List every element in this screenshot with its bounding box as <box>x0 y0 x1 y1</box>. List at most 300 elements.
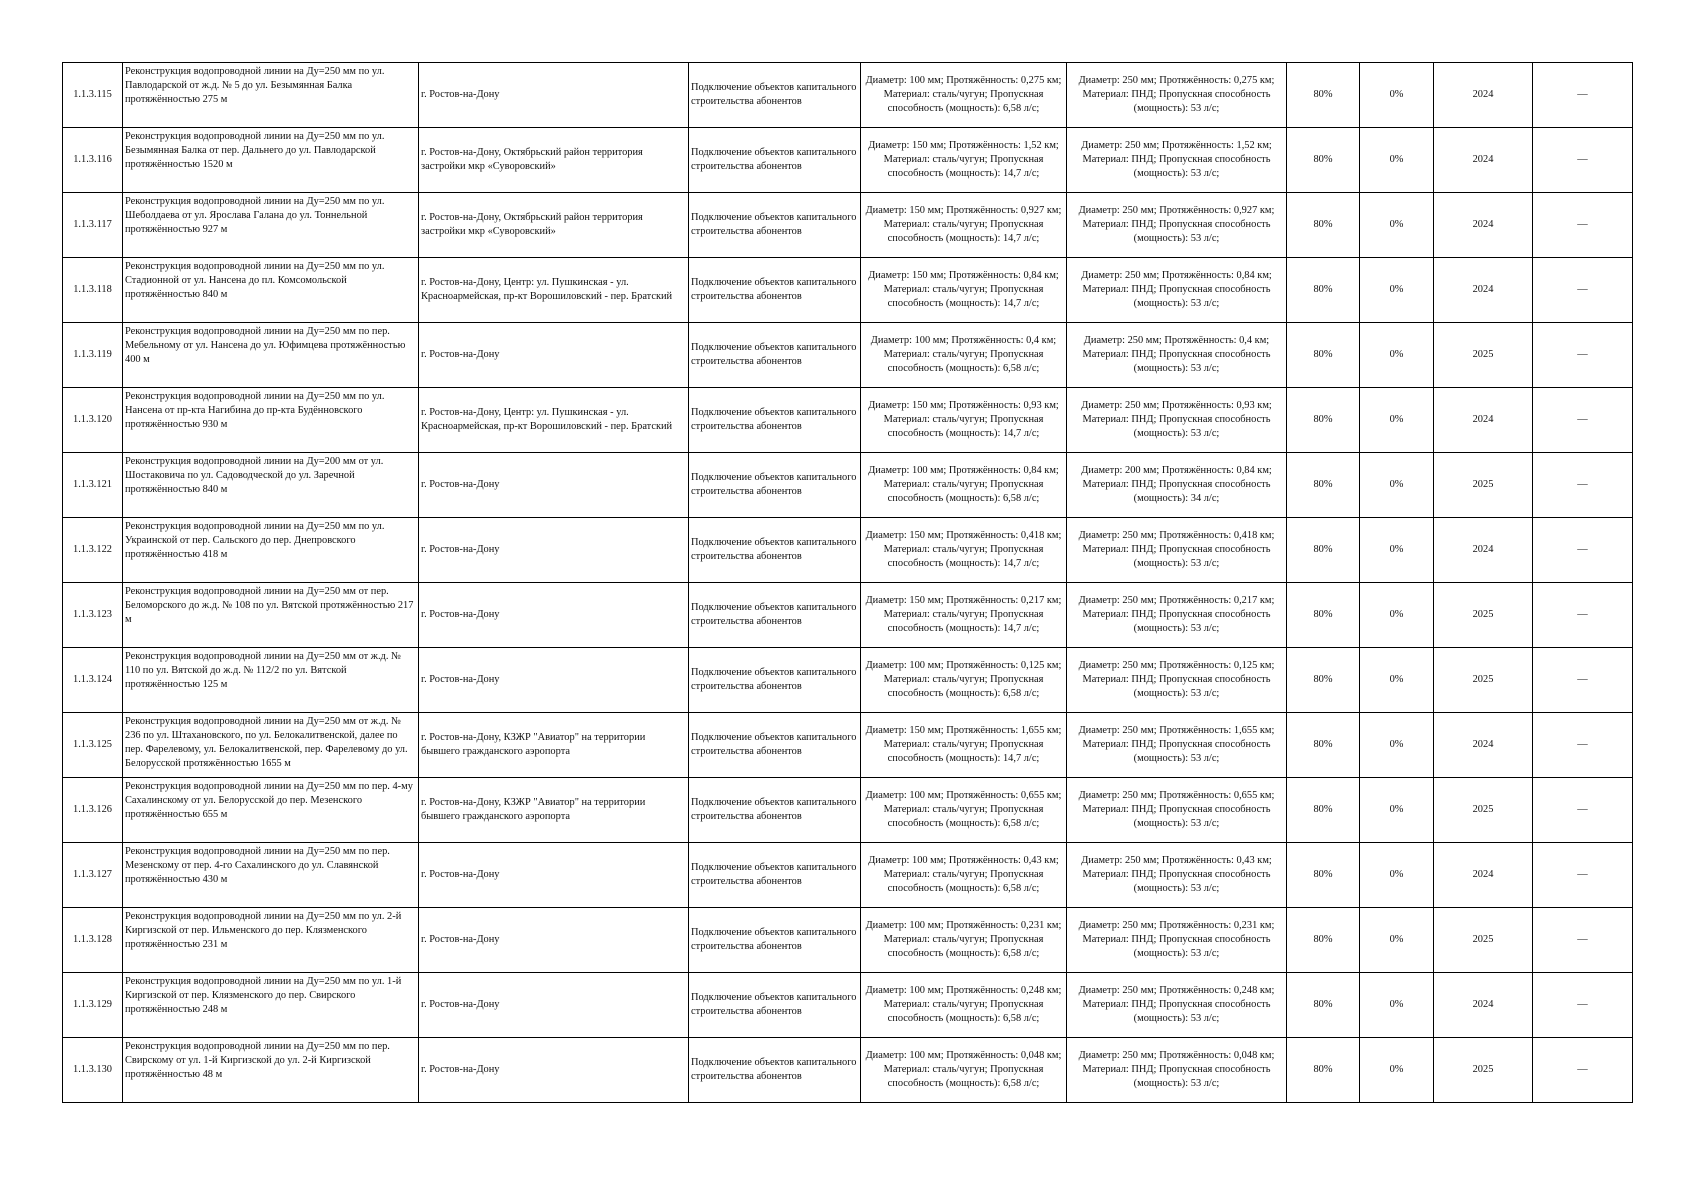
completion-year: 2024 <box>1472 869 1494 880</box>
project-name-cell <box>123 583 419 648</box>
current-parameters-cell <box>861 323 1067 388</box>
current-parameters-cell <box>861 63 1067 128</box>
project-goal: Подключение объектов капитального строительства абонентов <box>691 537 857 562</box>
planned-parameters-cell <box>1067 128 1287 193</box>
current-parameters: Диаметр: 150 мм; Протяжённость: 0,418 км; Материал: сталь/чугун; Пропускная способность (мощность): 14,7 л/с; <box>865 530 1062 569</box>
project-goal-cell <box>689 453 861 518</box>
wear-percent-cell <box>1287 648 1360 713</box>
project-name: Реконструкция водопроводной линии на Ду=250 мм от ж.д. № 236 по ул. Штахановского, по ул. Белокалитвенской, далее по пер. Фарелевому, ул. Белокалитвенской, пер. Фарелевому до ул. Белорусской протяжённостью 1655 м <box>125 716 408 769</box>
loss-percent: 0% <box>1389 739 1404 750</box>
row-number: 1.1.3.128 <box>73 934 112 945</box>
wear-percent-cell <box>1287 193 1360 258</box>
project-goal: Подключение объектов капитального строительства абонентов <box>691 667 857 692</box>
planned-parameters-cell <box>1067 648 1287 713</box>
project-location: г. Ростов-на-Дону, Центр: ул. Пушкинская - ул. Красноармейская, пр-кт Ворошиловский - пер. Братский <box>421 407 673 432</box>
project-goal: Подключение объектов капитального строительства абонентов <box>691 927 857 952</box>
project-name: Реконструкция водопроводной линии на Ду=250 мм по ул. 1-й Киргизской от пер. Клязменского до пер. Свирского протяжённостью 248 м <box>125 976 402 1015</box>
row-number-cell <box>63 323 123 388</box>
row-number: 1.1.3.125 <box>73 739 112 750</box>
note-cell <box>1533 388 1633 453</box>
planned-parameters-cell <box>1067 453 1287 518</box>
planned-parameters-cell <box>1067 778 1287 843</box>
note-cell <box>1533 648 1633 713</box>
loss-percent-cell <box>1360 453 1434 518</box>
project-goal: Подключение объектов капитального строительства абонентов <box>691 732 857 757</box>
wear-percent-cell <box>1287 843 1360 908</box>
current-parameters-cell <box>861 973 1067 1038</box>
completion-year-cell <box>1434 778 1533 843</box>
row-number-cell <box>63 778 123 843</box>
wear-percent: 80% <box>1313 609 1333 620</box>
loss-percent: 0% <box>1389 349 1404 360</box>
loss-percent-cell <box>1360 713 1434 778</box>
loss-percent: 0% <box>1389 89 1404 100</box>
project-name: Реконструкция водопроводной линии на Ду=250 мм по ул. 2-й Киргизской от пер. Ильменского до пер. Клязменского протяжённостью 231 м <box>125 911 402 950</box>
current-parameters: Диаметр: 100 мм; Протяжённость: 0,048 км; Материал: сталь/чугун; Пропускная способность (мощность): 6,58 л/с; <box>865 1050 1062 1089</box>
planned-parameters: Диаметр: 250 мм; Протяжённость: 0,048 км; Материал: ПНД; Пропускная способность (мощность): 53 л/с; <box>1078 1050 1275 1089</box>
project-location: г. Ростов-на-Дону, Октябрьский район территория застройки мкр «Суворовский» <box>421 147 643 172</box>
project-name-cell <box>123 388 419 453</box>
completion-year: 2024 <box>1472 154 1494 165</box>
project-location-cell <box>419 973 689 1038</box>
current-parameters: Диаметр: 100 мм; Протяжённость: 0,84 км; Материал: сталь/чугун; Пропускная способность (мощность): 6,58 л/с; <box>868 465 1059 504</box>
project-location-cell <box>419 193 689 258</box>
current-parameters-cell <box>861 908 1067 973</box>
current-parameters-cell <box>861 648 1067 713</box>
wear-percent: 80% <box>1313 1064 1333 1075</box>
loss-percent-cell <box>1360 388 1434 453</box>
project-goal: Подключение объектов капитального строительства абонентов <box>691 862 857 887</box>
loss-percent-cell <box>1360 843 1434 908</box>
project-location: г. Ростов-на-Дону <box>421 609 500 620</box>
project-name-cell <box>123 713 419 778</box>
planned-parameters-cell <box>1067 323 1287 388</box>
wear-percent: 80% <box>1313 219 1333 230</box>
note: — <box>1577 804 1588 815</box>
loss-percent-cell <box>1360 128 1434 193</box>
project-location: г. Ростов-на-Дону <box>421 934 500 945</box>
current-parameters-cell <box>861 1038 1067 1103</box>
project-goal-cell <box>689 778 861 843</box>
row-number-cell <box>63 1038 123 1103</box>
loss-percent: 0% <box>1389 609 1404 620</box>
table-row <box>63 713 1633 778</box>
table-row <box>63 323 1633 388</box>
row-number: 1.1.3.130 <box>73 1064 112 1075</box>
loss-percent: 0% <box>1389 934 1404 945</box>
planned-parameters-cell <box>1067 193 1287 258</box>
project-name: Реконструкция водопроводной линии на Ду=250 мм по ул. Нансена от пр-кта Нагибина до пр-кта Будённовского протяжённостью 930 м <box>125 391 385 430</box>
completion-year: 2025 <box>1472 674 1494 685</box>
row-number: 1.1.3.119 <box>73 349 112 360</box>
note: — <box>1577 609 1588 620</box>
note-cell <box>1533 63 1633 128</box>
note-cell <box>1533 713 1633 778</box>
current-parameters: Диаметр: 100 мм; Протяжённость: 0,125 км; Материал: сталь/чугун; Пропускная способность (мощность): 6,58 л/с; <box>865 660 1062 699</box>
project-name: Реконструкция водопроводной линии на Ду=250 мм по пер. Мебельному от ул. Нансена до ул. Юфимцева протяжённостью 400 м <box>125 326 406 365</box>
table-row <box>63 388 1633 453</box>
row-number-cell <box>63 843 123 908</box>
completion-year: 2025 <box>1472 1064 1494 1075</box>
project-location-cell <box>419 518 689 583</box>
project-goal: Подключение объектов капитального строительства абонентов <box>691 342 857 367</box>
planned-parameters-cell <box>1067 908 1287 973</box>
note: — <box>1577 154 1588 165</box>
completion-year-cell <box>1434 713 1533 778</box>
project-location-cell <box>419 583 689 648</box>
project-goal: Подключение объектов капитального строительства абонентов <box>691 407 857 432</box>
project-location: г. Ростов-на-Дону, КЗЖР "Авиатор" на территории бывшего гражданского аэропорта <box>421 732 646 757</box>
loss-percent-cell <box>1360 648 1434 713</box>
row-number: 1.1.3.129 <box>73 999 112 1010</box>
completion-year-cell <box>1434 648 1533 713</box>
note-cell <box>1533 258 1633 323</box>
table-row <box>63 518 1633 583</box>
loss-percent-cell <box>1360 323 1434 388</box>
wear-percent-cell <box>1287 908 1360 973</box>
project-location-cell <box>419 63 689 128</box>
wear-percent: 80% <box>1313 674 1333 685</box>
project-goal-cell <box>689 323 861 388</box>
completion-year: 2024 <box>1472 284 1494 295</box>
note: — <box>1577 739 1588 750</box>
completion-year-cell <box>1434 583 1533 648</box>
note: — <box>1577 1064 1588 1075</box>
loss-percent-cell <box>1360 193 1434 258</box>
project-goal: Подключение объектов капитального строительства абонентов <box>691 82 857 107</box>
current-parameters-cell <box>861 453 1067 518</box>
project-name-cell <box>123 778 419 843</box>
note: — <box>1577 284 1588 295</box>
current-parameters-cell <box>861 128 1067 193</box>
planned-parameters-cell <box>1067 843 1287 908</box>
project-location-cell <box>419 843 689 908</box>
project-name: Реконструкция водопроводной линии на Ду=250 мм по ул. Безымянная Балка от пер. Дальнего до ул. Павлодарской протяжённостью 1520 м <box>125 131 385 170</box>
project-goal-cell <box>689 1038 861 1103</box>
project-location-cell <box>419 323 689 388</box>
project-name-cell <box>123 648 419 713</box>
loss-percent-cell <box>1360 908 1434 973</box>
wear-percent: 80% <box>1313 284 1333 295</box>
completion-year-cell <box>1434 323 1533 388</box>
planned-parameters: Диаметр: 250 мм; Протяжённость: 0,4 км; Материал: ПНД; Пропускная способность (мощность): 53 л/с; <box>1082 335 1271 374</box>
completion-year-cell <box>1434 388 1533 453</box>
planned-parameters: Диаметр: 250 мм; Протяжённость: 0,93 км; Материал: ПНД; Пропускная способность (мощность): 53 л/с; <box>1081 400 1272 439</box>
row-number: 1.1.3.126 <box>73 804 112 815</box>
project-goal: Подключение объектов капитального строительства абонентов <box>691 472 857 497</box>
note-cell <box>1533 843 1633 908</box>
current-parameters: Диаметр: 100 мм; Протяжённость: 0,43 км; Материал: сталь/чугун; Пропускная способность (мощность): 6,58 л/с; <box>868 855 1059 894</box>
project-location: г. Ростов-на-Дону <box>421 479 500 490</box>
table-row <box>63 193 1633 258</box>
completion-year: 2025 <box>1472 609 1494 620</box>
project-name: Реконструкция водопроводной линии на Ду=250 мм по ул. Шеболдаева от ул. Ярослава Галана до ул. Тоннельной протяжённостью 927 м <box>125 196 385 235</box>
wear-percent-cell <box>1287 453 1360 518</box>
current-parameters-cell <box>861 518 1067 583</box>
planned-parameters: Диаметр: 250 мм; Протяжённость: 0,248 км; Материал: ПНД; Пропускная способность (мощность): 53 л/с; <box>1078 985 1275 1024</box>
wear-percent: 80% <box>1313 804 1333 815</box>
note: — <box>1577 349 1588 360</box>
project-location: г. Ростов-на-Дону <box>421 869 500 880</box>
note-cell <box>1533 583 1633 648</box>
row-number-cell <box>63 193 123 258</box>
wear-percent: 80% <box>1313 349 1333 360</box>
loss-percent: 0% <box>1389 999 1404 1010</box>
current-parameters-cell <box>861 583 1067 648</box>
note: — <box>1577 89 1588 100</box>
completion-year-cell <box>1434 453 1533 518</box>
project-location: г. Ростов-на-Дону <box>421 1064 500 1075</box>
row-number: 1.1.3.115 <box>73 89 112 100</box>
current-parameters: Диаметр: 100 мм; Протяжённость: 0,275 км; Материал: сталь/чугун; Пропускная способность (мощность): 6,58 л/с; <box>865 75 1062 114</box>
table-row <box>63 973 1633 1038</box>
project-goal: Подключение объектов капитального строительства абонентов <box>691 1057 857 1082</box>
planned-parameters: Диаметр: 250 мм; Протяжённость: 0,217 км; Материал: ПНД; Пропускная способность (мощность): 53 л/с; <box>1078 595 1275 634</box>
current-parameters: Диаметр: 100 мм; Протяжённость: 0,655 км; Материал: сталь/чугун; Пропускная способность (мощность): 6,58 л/с; <box>865 790 1062 829</box>
project-goal: Подключение объектов капитального строительства абонентов <box>691 147 857 172</box>
table-row <box>63 128 1633 193</box>
planned-parameters-cell <box>1067 583 1287 648</box>
table-row <box>63 843 1633 908</box>
planned-parameters: Диаметр: 250 мм; Протяжённость: 0,275 км; Материал: ПНД; Пропускная способность (мощность): 53 л/с; <box>1078 75 1275 114</box>
project-name: Реконструкция водопроводной линии на Ду=250 мм по ул. Украинской от пер. Сальского до пер. Днепровского протяжённостью 418 м <box>125 521 385 560</box>
wear-percent-cell <box>1287 518 1360 583</box>
note: — <box>1577 479 1588 490</box>
wear-percent-cell <box>1287 128 1360 193</box>
wear-percent: 80% <box>1313 414 1333 425</box>
loss-percent-cell <box>1360 973 1434 1038</box>
project-name: Реконструкция водопроводной линии на Ду=250 мм по ул. Павлодарской от ж.д. № 5 до ул. Безымянная Балка протяжённостью 275 м <box>125 66 385 105</box>
current-parameters-cell <box>861 388 1067 453</box>
completion-year: 2024 <box>1472 414 1494 425</box>
wear-percent-cell <box>1287 1038 1360 1103</box>
project-name-cell <box>123 518 419 583</box>
note-cell <box>1533 193 1633 258</box>
current-parameters-cell <box>861 778 1067 843</box>
completion-year: 2025 <box>1472 479 1494 490</box>
wear-percent-cell <box>1287 323 1360 388</box>
loss-percent: 0% <box>1389 284 1404 295</box>
planned-parameters-cell <box>1067 388 1287 453</box>
completion-year: 2025 <box>1472 804 1494 815</box>
project-goal-cell <box>689 518 861 583</box>
wear-percent-cell <box>1287 388 1360 453</box>
planned-parameters: Диаметр: 250 мм; Протяжённость: 0,43 км; Материал: ПНД; Пропускная способность (мощность): 53 л/с; <box>1081 855 1272 894</box>
project-location: г. Ростов-на-Дону <box>421 89 500 100</box>
wear-percent-cell <box>1287 258 1360 323</box>
planned-parameters: Диаметр: 250 мм; Протяжённость: 1,52 км; Материал: ПНД; Пропускная способность (мощность): 53 л/с; <box>1081 140 1272 179</box>
project-goal-cell <box>689 128 861 193</box>
completion-year-cell <box>1434 258 1533 323</box>
project-name-cell <box>123 63 419 128</box>
row-number-cell <box>63 258 123 323</box>
note-cell <box>1533 128 1633 193</box>
table-body <box>63 63 1633 1103</box>
project-goal-cell <box>689 843 861 908</box>
current-parameters: Диаметр: 150 мм; Протяжённость: 1,52 км; Материал: сталь/чугун; Пропускная способность (мощность): 14,7 л/с; <box>868 140 1059 179</box>
project-name-cell <box>123 258 419 323</box>
project-goal-cell <box>689 583 861 648</box>
planned-parameters: Диаметр: 250 мм; Протяжённость: 0,927 км; Материал: ПНД; Пропускная способность (мощность): 53 л/с; <box>1078 205 1275 244</box>
wear-percent: 80% <box>1313 154 1333 165</box>
note: — <box>1577 934 1588 945</box>
table-row <box>63 583 1633 648</box>
project-location-cell <box>419 713 689 778</box>
loss-percent-cell <box>1360 63 1434 128</box>
note-cell <box>1533 973 1633 1038</box>
project-location-cell <box>419 1038 689 1103</box>
current-parameters: Диаметр: 100 мм; Протяжённость: 0,4 км; Материал: сталь/чугун; Пропускная способность (мощность): 6,58 л/с; <box>870 335 1057 374</box>
completion-year: 2024 <box>1472 89 1494 100</box>
note-cell <box>1533 778 1633 843</box>
row-number-cell <box>63 63 123 128</box>
project-location: г. Ростов-на-Дону <box>421 544 500 555</box>
row-number-cell <box>63 453 123 518</box>
row-number: 1.1.3.122 <box>73 544 112 555</box>
row-number-cell <box>63 973 123 1038</box>
project-location-cell <box>419 908 689 973</box>
project-name-cell <box>123 843 419 908</box>
note-cell <box>1533 453 1633 518</box>
table-row <box>63 453 1633 518</box>
loss-percent: 0% <box>1389 804 1404 815</box>
completion-year-cell <box>1434 908 1533 973</box>
current-parameters-cell <box>861 843 1067 908</box>
project-name-cell <box>123 128 419 193</box>
project-location-cell <box>419 258 689 323</box>
note: — <box>1577 219 1588 230</box>
project-name: Реконструкция водопроводной линии на Ду=250 мм по пер. Свирскому от ул. 1-й Киргизской до ул. 2-й Киргизской протяжённостью 48 м <box>125 1041 390 1080</box>
project-location: г. Ростов-на-Дону, КЗЖР "Авиатор" на территории бывшего гражданского аэропорта <box>421 797 646 822</box>
loss-percent: 0% <box>1389 219 1404 230</box>
row-number: 1.1.3.116 <box>73 154 112 165</box>
planned-parameters-cell <box>1067 1038 1287 1103</box>
project-goal-cell <box>689 648 861 713</box>
project-name: Реконструкция водопроводной линии на Ду=200 мм от ул. Шостаковича по ул. Садоводческой до ул. Заречной протяжённостью 840 м <box>125 456 384 495</box>
project-goal-cell <box>689 713 861 778</box>
planned-parameters-cell <box>1067 258 1287 323</box>
wear-percent-cell <box>1287 583 1360 648</box>
project-name-cell <box>123 1038 419 1103</box>
current-parameters-cell <box>861 193 1067 258</box>
project-name: Реконструкция водопроводной линии на Ду=250 мм по ул. Стадионной от ул. Нансена до пл. Комсомольской протяжённостью 840 м <box>125 261 385 300</box>
current-parameters: Диаметр: 150 мм; Протяжённость: 0,93 км; Материал: сталь/чугун; Пропускная способность (мощность): 14,7 л/с; <box>868 400 1059 439</box>
project-location-cell <box>419 778 689 843</box>
loss-percent: 0% <box>1389 1064 1404 1075</box>
project-name: Реконструкция водопроводной линии на Ду=250 мм по пер. Мезенскому от пер. 4-го Сахалинского до ул. Славянской протяжённостью 430 м <box>125 846 390 885</box>
current-parameters: Диаметр: 150 мм; Протяжённость: 1,655 км; Материал: сталь/чугун; Пропускная способность (мощность): 14,7 л/с; <box>865 725 1062 764</box>
project-name-cell <box>123 973 419 1038</box>
planned-parameters: Диаметр: 250 мм; Протяжённость: 0,418 км; Материал: ПНД; Пропускная способность (мощность): 53 л/с; <box>1078 530 1275 569</box>
current-parameters-cell <box>861 258 1067 323</box>
wear-percent: 80% <box>1313 869 1333 880</box>
planned-parameters: Диаметр: 250 мм; Протяжённость: 0,231 км; Материал: ПНД; Пропускная способность (мощность): 53 л/с; <box>1078 920 1275 959</box>
row-number-cell <box>63 908 123 973</box>
project-name: Реконструкция водопроводной линии на Ду=250 мм от ж.д. № 110 по ул. Вятской до ж.д. № 112/2 по ул. Вятской протяжённостью 125 м <box>125 651 401 690</box>
project-goal-cell <box>689 388 861 453</box>
table-row <box>63 1038 1633 1103</box>
project-goal: Подключение объектов капитального строительства абонентов <box>691 797 857 822</box>
loss-percent-cell <box>1360 518 1434 583</box>
project-name-cell <box>123 323 419 388</box>
note-cell <box>1533 323 1633 388</box>
completion-year: 2024 <box>1472 544 1494 555</box>
project-goal-cell <box>689 63 861 128</box>
note: — <box>1577 414 1588 425</box>
project-location-cell <box>419 648 689 713</box>
row-number: 1.1.3.127 <box>73 869 112 880</box>
completion-year-cell <box>1434 128 1533 193</box>
table-row <box>63 648 1633 713</box>
current-parameters: Диаметр: 100 мм; Протяжённость: 0,248 км; Материал: сталь/чугун; Пропускная способность (мощность): 6,58 л/с; <box>865 985 1062 1024</box>
project-name: Реконструкция водопроводной линии на Ду=250 мм от пер. Беломорского до ж.д. № 108 по ул. Вятской протяжённостью 217 м <box>125 586 414 625</box>
loss-percent-cell <box>1360 258 1434 323</box>
project-location: г. Ростов-на-Дону <box>421 349 500 360</box>
completion-year-cell <box>1434 193 1533 258</box>
table-row <box>63 258 1633 323</box>
project-location: г. Ростов-на-Дону <box>421 674 500 685</box>
planned-parameters: Диаметр: 250 мм; Протяжённость: 0,125 км; Материал: ПНД; Пропускная способность (мощность): 53 л/с; <box>1078 660 1275 699</box>
loss-percent: 0% <box>1389 544 1404 555</box>
completion-year-cell <box>1434 973 1533 1038</box>
project-location-cell <box>419 128 689 193</box>
wear-percent: 80% <box>1313 999 1333 1010</box>
wear-percent: 80% <box>1313 544 1333 555</box>
row-number-cell <box>63 713 123 778</box>
current-parameters: Диаметр: 150 мм; Протяжённость: 0,217 км; Материал: сталь/чугун; Пропускная способность (мощность): 14,7 л/с; <box>865 595 1062 634</box>
project-goal: Подключение объектов капитального строительства абонентов <box>691 992 857 1017</box>
project-goal-cell <box>689 193 861 258</box>
row-number: 1.1.3.117 <box>73 219 112 230</box>
planned-parameters: Диаметр: 250 мм; Протяжённость: 0,655 км; Материал: ПНД; Пропускная способность (мощность): 53 л/с; <box>1078 790 1275 829</box>
row-number: 1.1.3.123 <box>73 609 112 620</box>
row-number-cell <box>63 583 123 648</box>
loss-percent: 0% <box>1389 479 1404 490</box>
project-goal: Подключение объектов капитального строительства абонентов <box>691 277 857 302</box>
project-location: г. Ростов-на-Дону <box>421 999 500 1010</box>
table-row <box>63 63 1633 128</box>
project-goal: Подключение объектов капитального строительства абонентов <box>691 212 857 237</box>
note-cell <box>1533 908 1633 973</box>
project-goal-cell <box>689 973 861 1038</box>
row-number: 1.1.3.124 <box>73 674 112 685</box>
project-location: г. Ростов-на-Дону, Центр: ул. Пушкинская - ул. Красноармейская, пр-кт Ворошиловский - пер. Братский <box>421 277 673 302</box>
current-parameters: Диаметр: 100 мм; Протяжённость: 0,231 км; Материал: сталь/чугун; Пропускная способность (мощность): 6,58 л/с; <box>865 920 1062 959</box>
project-name-cell <box>123 908 419 973</box>
project-goal: Подключение объектов капитального строительства абонентов <box>691 602 857 627</box>
row-number-cell <box>63 518 123 583</box>
loss-percent: 0% <box>1389 414 1404 425</box>
note-cell <box>1533 518 1633 583</box>
planned-parameters-cell <box>1067 63 1287 128</box>
completion-year: 2025 <box>1472 934 1494 945</box>
wear-percent: 80% <box>1313 89 1333 100</box>
row-number: 1.1.3.121 <box>73 479 112 490</box>
loss-percent: 0% <box>1389 154 1404 165</box>
wear-percent: 80% <box>1313 934 1333 945</box>
planned-parameters: Диаметр: 250 мм; Протяжённость: 0,84 км; Материал: ПНД; Пропускная способность (мощность): 53 л/с; <box>1081 270 1272 309</box>
completion-year: 2024 <box>1472 739 1494 750</box>
note: — <box>1577 544 1588 555</box>
completion-year: 2024 <box>1472 219 1494 230</box>
table-row <box>63 908 1633 973</box>
row-number: 1.1.3.120 <box>73 414 112 425</box>
wear-percent: 80% <box>1313 479 1333 490</box>
row-number-cell <box>63 128 123 193</box>
loss-percent-cell <box>1360 583 1434 648</box>
project-name: Реконструкция водопроводной линии на Ду=250 мм по пер. 4-му Сахалинскому от ул. Белорусской до пер. Мезенского протяжённостью 655 м <box>125 781 413 820</box>
current-parameters-cell <box>861 713 1067 778</box>
